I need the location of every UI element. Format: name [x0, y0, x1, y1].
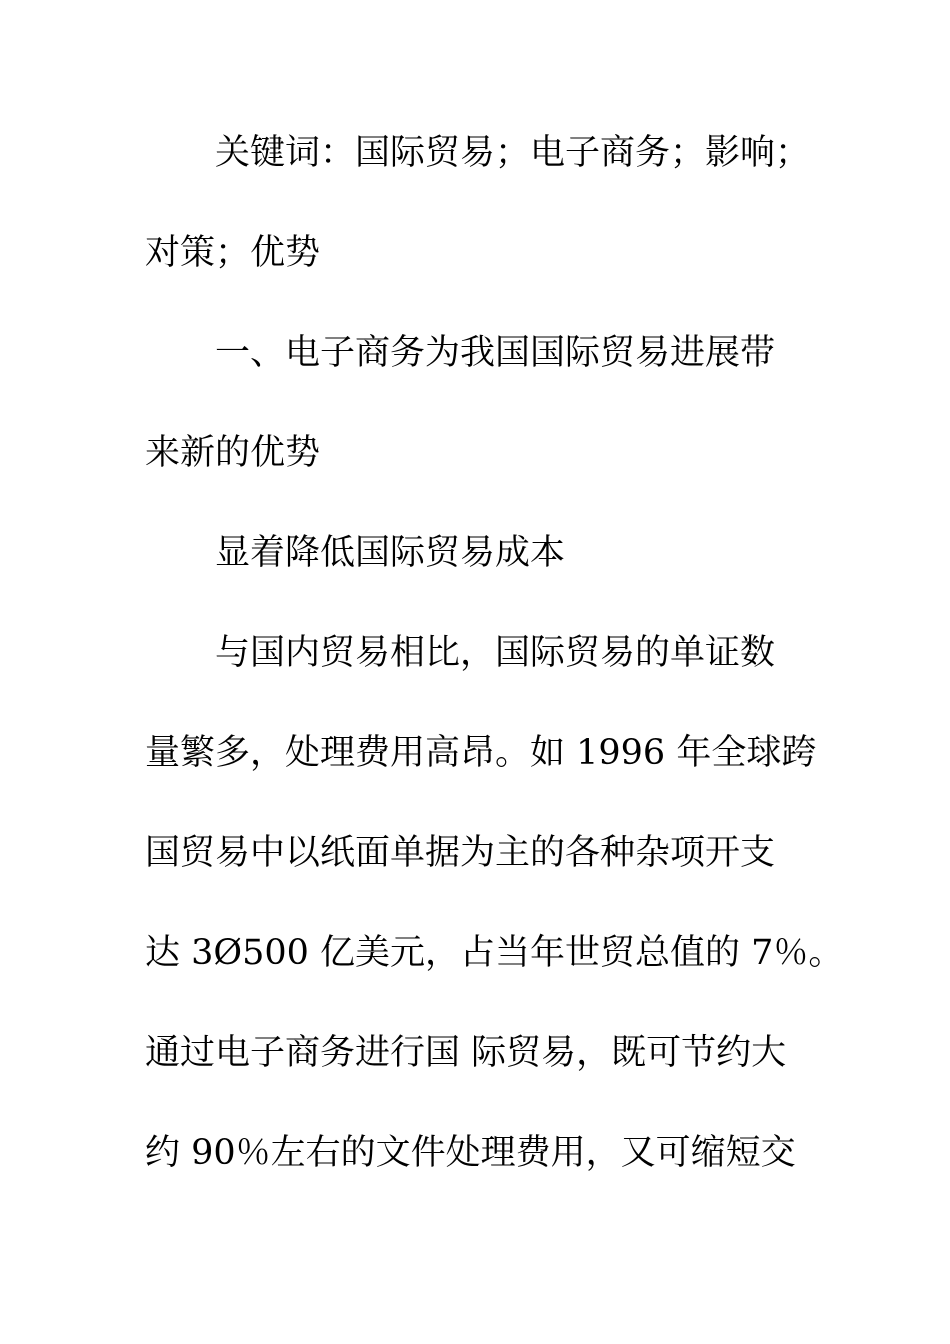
keywords-line: 关键词：国际贸易；电子商务；影响； [215, 133, 811, 173]
subsection-heading: 显着降低国际贸易成本 [215, 533, 566, 573]
section-heading-continued: 来新的优势 [145, 433, 321, 473]
paragraph-line: 与国内贸易相比，国际贸易的单证数 [215, 633, 776, 673]
section-heading: 一、电子商务为我国国际贸易进展带 [215, 333, 776, 373]
paragraph-line: 国贸易中以纸面单据为主的各种杂项开支 [145, 833, 776, 873]
paragraph-line: 量繁多，处理费用高昂。如 1996 年全球跨 [145, 733, 817, 773]
paragraph-line: 通过电子商务进行国 际贸易，既可节约大 [145, 1033, 787, 1073]
paragraph-line: 约 90％左右的文件处理费用，又可缩短交 [145, 1133, 796, 1173]
keywords-line-continued: 对策；优势 [145, 233, 321, 273]
paragraph-line: 达 3Ø500 亿美元，占当年世贸总值的 7％。 [145, 933, 844, 973]
